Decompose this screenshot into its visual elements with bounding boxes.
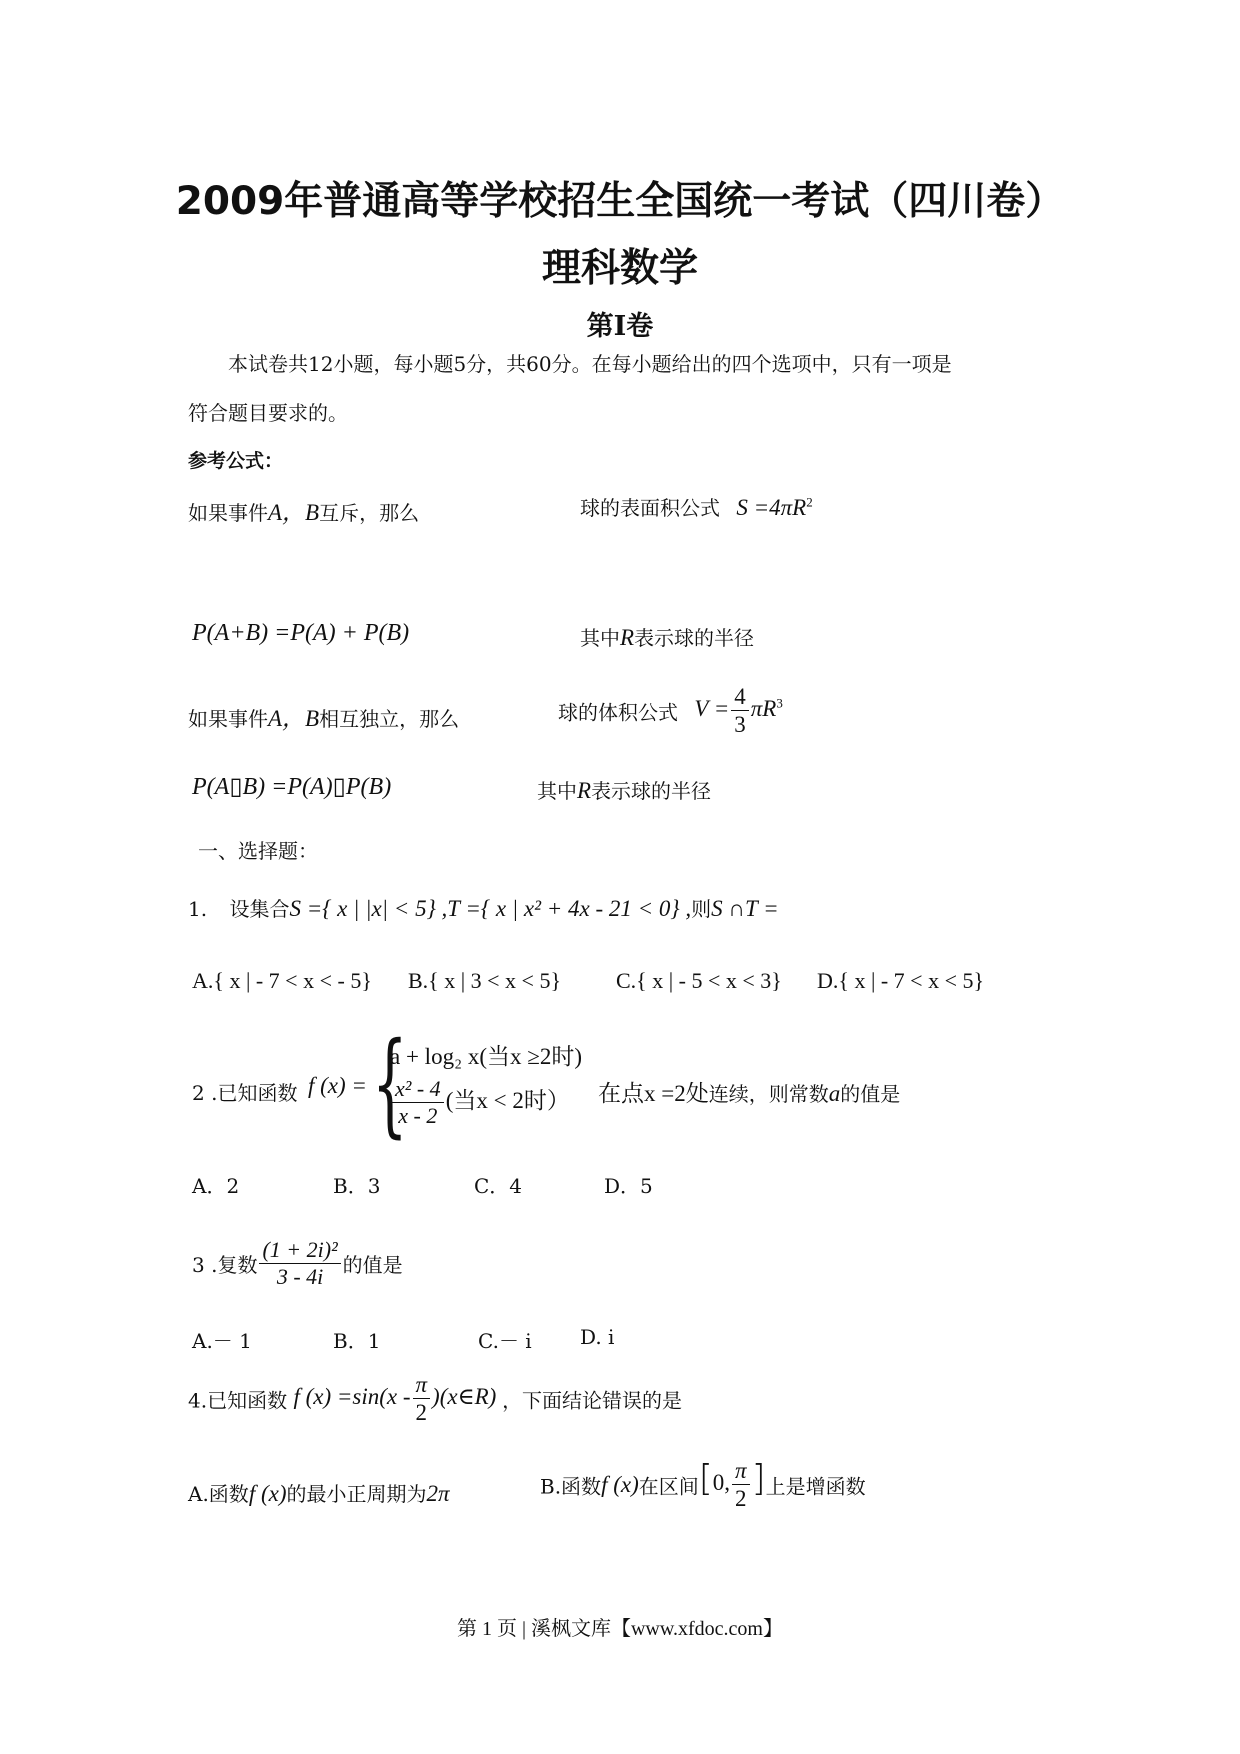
- formula-2-right: [580, 622, 754, 651]
- surface-area-formula: S =4πR: [736, 495, 807, 520]
- formula-3-left: [188, 700, 459, 733]
- q3-label: 3 .复数: [192, 1253, 258, 1278]
- formula-1-right: [580, 492, 813, 521]
- q3-option-d: D. i: [580, 1325, 615, 1349]
- q1-option-a: A.{ x | - 7 < x < - 5}: [192, 968, 372, 993]
- q2-case-2-numerator: x² - 4: [392, 1077, 444, 1103]
- q4-tail: ，下面结论错误的是: [502, 1388, 683, 1413]
- q1-option-c: C.{ x | - 5 < x < 3}: [616, 968, 782, 993]
- formula-1-left-tail: 互斥，那么: [319, 501, 420, 525]
- formula-4-right-var: R: [577, 778, 592, 803]
- q4-option-b-pre: B.函数: [540, 1474, 602, 1499]
- formula-1-right-label: 球的表面积公式: [580, 496, 720, 520]
- formula-3-vars: A，B: [268, 706, 320, 731]
- q4-function-post: )(x∈R): [432, 1384, 497, 1410]
- q2-function: f (x) =: [308, 1073, 367, 1098]
- volume-formula-denominator: 3: [734, 712, 746, 738]
- q2-constant: a: [828, 1081, 841, 1106]
- q2-case-2-condition: (当x < 2时）: [445, 1087, 570, 1113]
- q3-option-b: B．1: [333, 1329, 381, 1353]
- volume-heading: 第Ⅰ卷: [586, 311, 654, 342]
- formulas-heading: 参考公式：: [188, 450, 284, 472]
- q4-option-b-function: f (x): [601, 1471, 639, 1497]
- formula-1-left: [188, 494, 419, 527]
- interval-right-bracket: ]: [751, 1458, 766, 1500]
- formula-4-right-post: 表示球的半径: [591, 779, 712, 803]
- q2-case-2-denominator: x - 2: [398, 1103, 438, 1129]
- q4-label: 4.已知函数: [188, 1388, 288, 1413]
- q4-option-a-post: 的最小正周期为: [286, 1482, 427, 1506]
- q2-label: 2 .已知函数: [192, 1081, 298, 1105]
- page-footer: 第 1 页 | 溪枫文库【www.xfdoc.com】: [456, 1618, 783, 1640]
- multiplication-rule-formula: P(A▯B) =P(A)▯P(B): [192, 774, 392, 800]
- q3-option-c: C.－ i: [478, 1329, 532, 1353]
- q4-frac-numerator: π: [413, 1372, 431, 1399]
- q1-intersection: S ∩T =: [711, 896, 779, 921]
- q4-option-a: [188, 1478, 450, 1507]
- volume-formula-lhs: V =: [694, 696, 730, 722]
- subject-title: 理科数学: [541, 246, 698, 291]
- intro-line-2: 符合题目要求的。: [188, 401, 348, 425]
- q1-set-definitions: S ={ x | |x| < 5} ,T ={ x | x² + 4x - 21 < 0} ,: [289, 896, 692, 921]
- surface-area-exponent: 2: [806, 494, 813, 510]
- q2-option-a: A．2: [192, 1174, 240, 1198]
- q1-stem-pre: 设集合: [229, 897, 290, 921]
- q1-option-d: D.{ x | - 7 < x < 5}: [817, 968, 985, 993]
- q2-tail-text-2: 的值是: [840, 1082, 901, 1106]
- q4-interval-numerator: π: [732, 1458, 750, 1485]
- formula-1-vars: A，B: [268, 500, 320, 525]
- formula-2-right-pre: 其中: [580, 626, 620, 650]
- q2-option-d: D．5: [604, 1174, 653, 1198]
- q2-case-1: a + log₂ x(当x ≥2时): [390, 1044, 583, 1069]
- formula-3-right: [558, 684, 783, 738]
- q1-number: 1.: [188, 897, 208, 921]
- q4-option-b-mid: 在区间: [638, 1474, 699, 1499]
- formula-3-left-tail: 相互独立，那么: [319, 707, 460, 731]
- q3-numerator: (1 + 2i)²: [259, 1238, 340, 1264]
- q2-option-b: B．3: [333, 1174, 381, 1198]
- page-title: 2009年普通高等学校招生全国统一考试（四川卷）: [175, 179, 1065, 224]
- q4-function-pre: f (x) =sin(x -: [293, 1384, 411, 1410]
- q4-option-b: [540, 1458, 866, 1512]
- q3-denominator: 3 - 4i: [276, 1264, 324, 1290]
- formula-2-right-var: R: [620, 625, 635, 650]
- section-heading: 一、选择题：: [198, 839, 318, 863]
- q1-option-b: B.{ x | 3 < x < 5}: [408, 968, 562, 993]
- interval-left-bracket: [: [698, 1458, 713, 1500]
- q2-case-2: [390, 1077, 570, 1128]
- q4-frac-denominator: 2: [415, 1400, 428, 1426]
- q4-option-a-pre: A.函数: [188, 1482, 249, 1506]
- q4-option-a-value: 2π: [426, 1481, 450, 1506]
- q2-tail: [598, 1075, 900, 1108]
- q4-interval-denominator: 2: [735, 1486, 747, 1512]
- q1-stem-post: 则: [691, 897, 712, 921]
- q3-tail: 的值是: [342, 1253, 403, 1278]
- formula-1-left-text: 如果事件: [188, 501, 268, 525]
- volume-formula-rest: πR: [750, 696, 777, 722]
- question-3: [192, 1238, 403, 1289]
- q2-piecewise-brace: {: [372, 1020, 408, 1150]
- q4-option-a-function: f (x): [248, 1481, 287, 1506]
- formula-3-right-label: 球的体积公式: [558, 700, 678, 725]
- intro-line-1: 本试卷共12小题，每小题5分，共60分。在每小题给出的四个选项中，只有一项是: [228, 352, 952, 376]
- q4-option-b-post: 上是增函数: [765, 1474, 866, 1499]
- formula-4-right-pre: 其中: [537, 779, 577, 803]
- q4-interval-start: 0,: [712, 1470, 731, 1496]
- q2-option-c: C．4: [474, 1174, 523, 1198]
- volume-formula-exponent: 3: [776, 695, 783, 711]
- q2-tail-text: 连续，则常数: [708, 1082, 829, 1106]
- q3-option-a: A.－ 1: [192, 1329, 252, 1353]
- question-4: [188, 1372, 682, 1426]
- formula-2-right-post: 表示球的半径: [634, 626, 755, 650]
- q2-point: 在点x =2处: [598, 1081, 709, 1106]
- addition-rule-formula: P(A+B) =P(A) + P(B): [192, 620, 410, 646]
- formula-3-left-text: 如果事件: [188, 707, 268, 731]
- volume-formula-numerator: 4: [731, 684, 749, 711]
- question-1: [188, 893, 779, 922]
- formula-4-right: [537, 775, 711, 804]
